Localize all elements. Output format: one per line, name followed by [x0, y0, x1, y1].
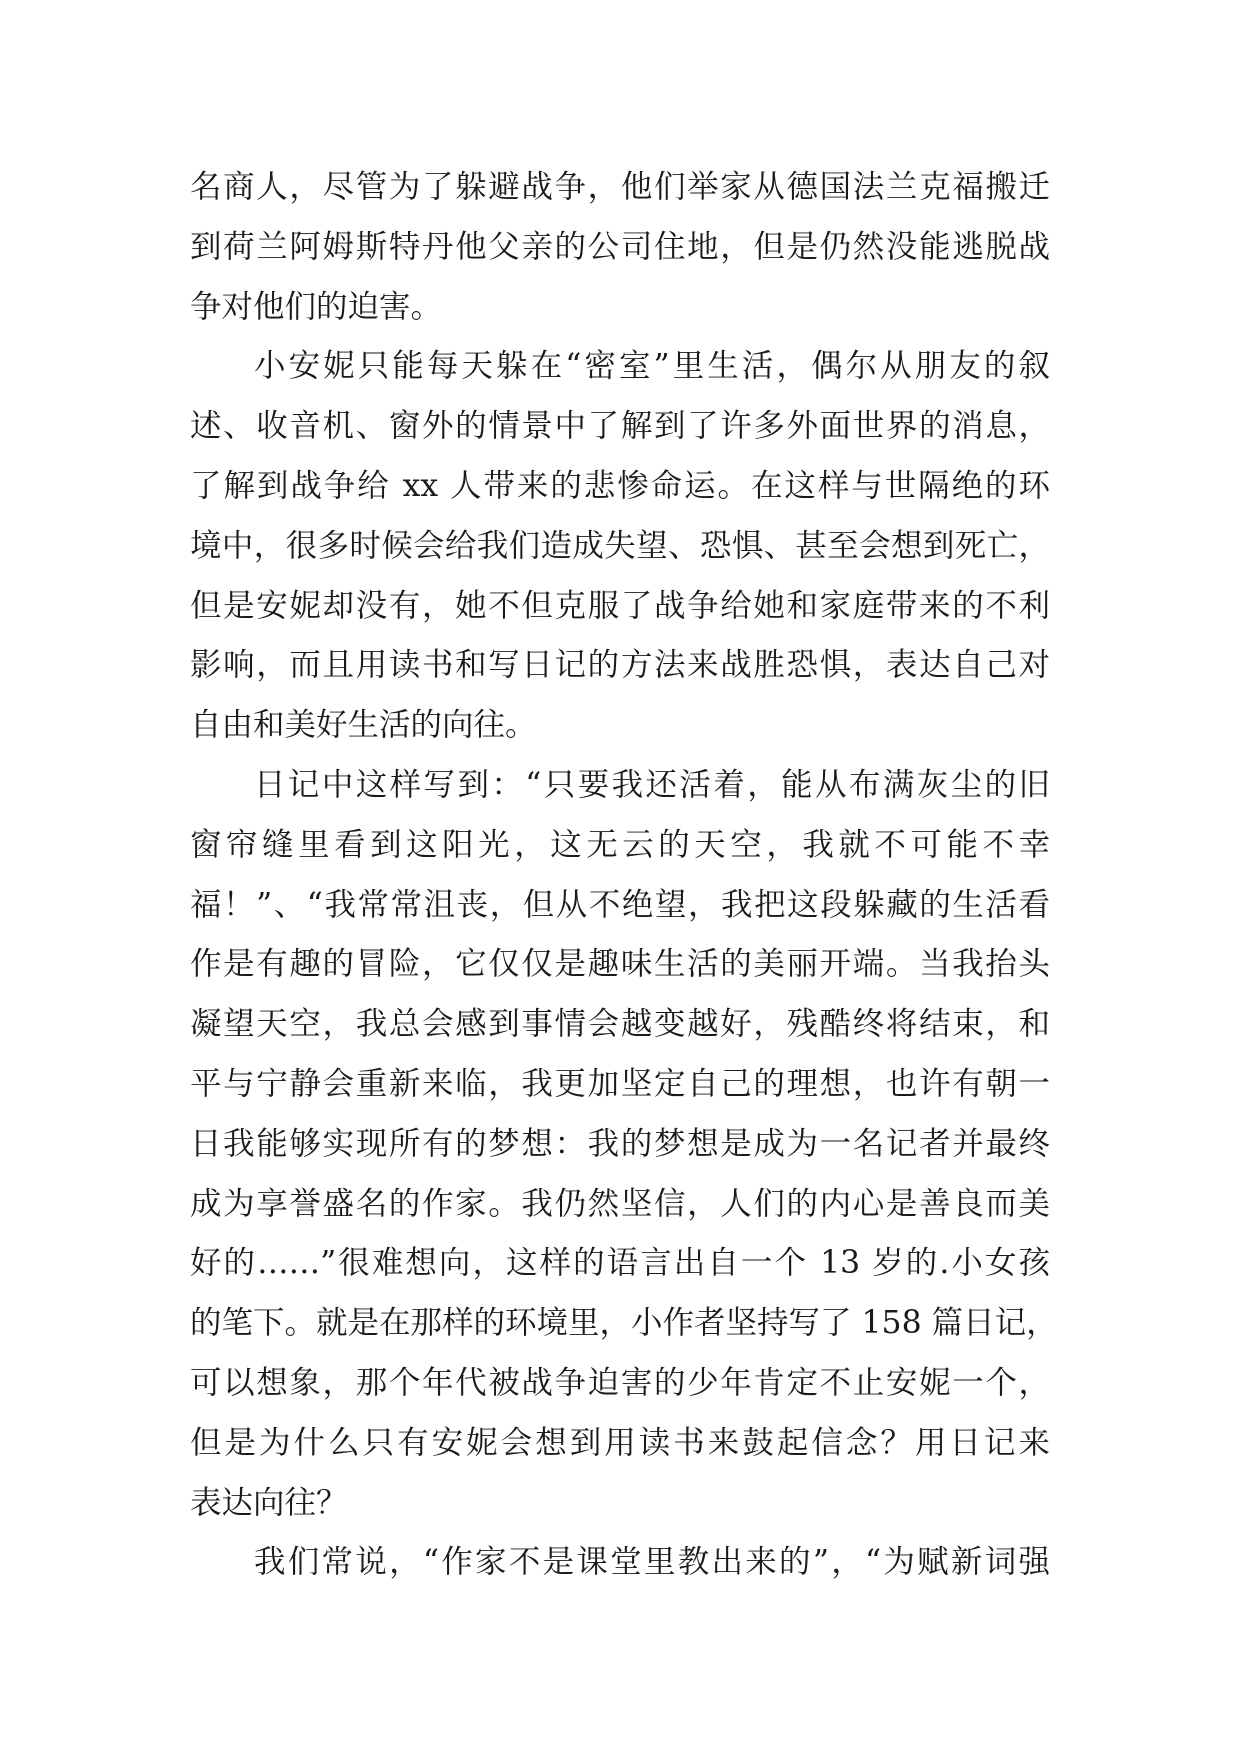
body-text: [190, 158, 1058, 1593]
text-line: 日我能够实现所有的梦想：我的梦想是成为一名记者并最终: [190, 1125, 1050, 1162]
paragraph-first-line: 日记中这样写到：“只要我还活着，能从布满灰尘的旧: [254, 766, 1050, 803]
text-line: 可以想象，那个年代被战争迫害的少年肯定不止安妮一个，: [190, 1364, 1050, 1401]
text-line: 的笔下。就是在那样的环境里，小作者坚持写了 158 篇日记，: [190, 1305, 1058, 1342]
paragraph-first-line: 我们常说，“作家不是课堂里教出来的”，“为赋新词强: [254, 1544, 1050, 1581]
text-line: 平与宁静会重新来临，我更加坚定自己的理想，也许有朝一: [190, 1065, 1050, 1102]
text-line: 了解到战争给 xx 人带来的悲惨命运。在这样与世隔绝的环: [190, 467, 1050, 504]
text-line: 述、收音机、窗外的情景中了解到了许多外面世界的消息，: [190, 408, 1050, 445]
text-line: 但是为什么只有安妮会想到用读书来鼓起信念？用日记来: [190, 1424, 1050, 1461]
text-line: 福！”、“我常常沮丧，但从不绝望，我把这段躲藏的生活看: [190, 886, 1050, 923]
text-line: 争对他们的迫害。: [190, 288, 443, 325]
text-line: 成为享誉盛名的作家。我仍然坚信，人们的内心是善良而美: [190, 1185, 1050, 1222]
text-line: 自由和美好生活的向往。: [190, 707, 537, 744]
paragraph-first-line: 小安妮只能每天躲在“密室”里生活，偶尔从朋友的叙: [254, 348, 1050, 385]
text-line: 表达向往？: [190, 1484, 348, 1521]
text-line: 好的……”很难想向，这样的语言出自一个 13 岁的.小女孩: [190, 1245, 1050, 1282]
text-line: 境中，很多时候会给我们造成失望、恐惧、甚至会想到死亡，: [190, 527, 1050, 564]
text-line: 名商人，尽管为了躲避战争，他们举家从德国法兰克福搬迁: [190, 169, 1050, 205]
text-line: 到荷兰阿姆斯特丹他父亲的公司住地，但是仍然没能逃脱战: [190, 228, 1050, 265]
text-line: 凝望天空，我总会感到事情会越变越好，残酷终将结束，和: [190, 1006, 1050, 1043]
text-line: 但是安妮却没有，她不但克服了战争给她和家庭带来的不利: [190, 587, 1050, 624]
text-line: 作是有趣的冒险，它仅仅是趣味生活的美丽开端。当我抬头: [190, 946, 1050, 983]
text-line: 影响，而且用读书和写日记的方法来战胜恐惧，表达自己对: [190, 647, 1050, 684]
text-line: 窗帘缝里看到这阳光，这无云的天空，我就不可能不幸: [190, 826, 1050, 863]
